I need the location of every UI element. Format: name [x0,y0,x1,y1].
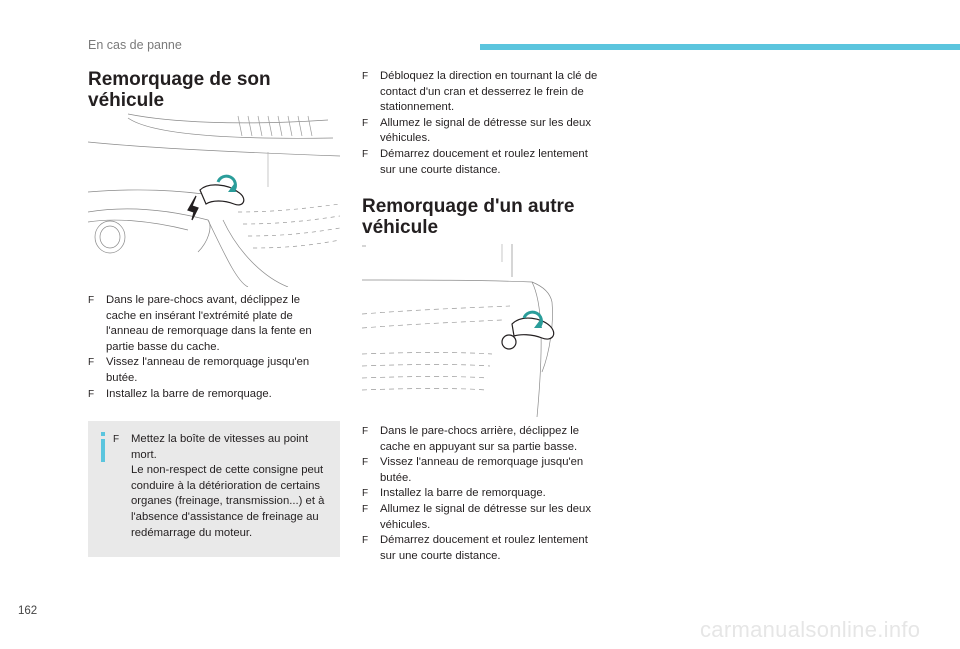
step-line: Installez la barre de remorquage. [106,387,272,400]
front-towing-steps [88,293,338,402]
step-line: Allumez le signal de détresse sur les deux [380,502,591,515]
step-line: Allumez le signal de détresse sur les deux [380,116,591,129]
note-content [113,432,337,541]
bullet-marker: F [362,71,369,82]
bullet-marker: F [362,457,369,469]
rear-towing-steps [362,424,627,564]
towing-final-steps [362,69,627,178]
step-line: Installez la barre de remorquage. [380,487,546,500]
front-step-1 [88,293,338,355]
step-line: l'anneau de remorquage dans la fente en [106,325,312,338]
rear-bumper-illustration [362,242,614,417]
step-line: cache en appuyant sur sa partie basse. [380,440,578,453]
rear-step-5 [362,533,627,564]
step-line: butée. [106,371,138,384]
other-vehicle-towing-title [362,196,575,238]
info-icon [96,432,110,462]
other-towing-title-line2: véhicule [362,217,439,238]
bullet-marker: F [362,426,369,437]
step-line: véhicules. [380,518,431,531]
note-line: l'absence d'assistance de freinage au [131,510,319,523]
rear-step-4 [362,502,627,533]
note-line: redémarrage du moteur. [131,526,253,539]
bullet-marker: F [362,503,369,515]
section-header-label: En cas de panne [88,38,182,52]
note-line: Mettez la boîte de vitesses au point [131,433,309,445]
step-line: Débloquez la direction en tournant la clé de [380,70,598,82]
page-number: 162 [18,605,38,617]
final-step-2 [362,116,627,147]
front-bumper-illustration [88,112,340,287]
bullet-marker: F [88,295,95,306]
note-item [113,432,337,541]
front-step-3 [88,387,338,403]
rear-step-1 [362,424,627,455]
step-line: cache en insérant l'extrémité plate de [106,309,293,322]
step-line: sur une courte distance. [380,163,501,176]
other-towing-title-line1: Remorquage d'un autre [362,196,575,217]
step-line: Dans le pare-chocs arrière, déclippez le [380,425,580,437]
final-step-3 [362,147,627,178]
bullet-marker: F [362,488,369,500]
note-line: organes (freinage, transmission...) et à [131,495,325,508]
step-line: contact d'un cran et desserrez le frein de [380,85,584,98]
step-line: Démarrez doucement et roulez lentement [380,147,588,160]
bullet-marker: F [88,357,95,369]
bullet-marker: F [113,434,120,445]
bullet-marker: F [362,117,369,129]
bullet-marker: F [362,148,369,160]
note-line: conduire à la détérioration de certains [131,479,321,492]
watermark: carmanualsonline.info [700,617,921,642]
gearbox-neutral-note [88,421,340,557]
rear-step-2 [362,455,627,486]
step-line: stationnement. [380,101,455,114]
final-step-1 [362,69,627,116]
step-line: Dans le pare-chocs avant, déclippez le [106,294,301,306]
front-step-2 [88,355,338,386]
step-line: butée. [380,471,412,484]
note-line: Le non-respect de cette consigne peut [131,464,324,477]
step-line: partie basse du cache. [106,340,220,353]
section-header-bar [480,44,960,50]
bullet-marker: F [88,388,95,400]
front-towing-title-line2: véhicule [88,90,165,111]
step-line: Vissez l'anneau de remorquage jusqu'en [106,356,310,369]
step-line: sur une courte distance. [380,549,501,562]
note-line: mort. [131,448,157,461]
rear-step-3 [362,486,627,502]
front-towing-title-line1: Remorquage de son [88,69,271,90]
step-line: Démarrez doucement et roulez lentement [380,534,588,547]
front-towing-title [88,69,271,111]
step-line: véhicules. [380,132,431,145]
step-line: Vissez l'anneau de remorquage jusqu'en [380,456,584,469]
bullet-marker: F [362,535,369,547]
